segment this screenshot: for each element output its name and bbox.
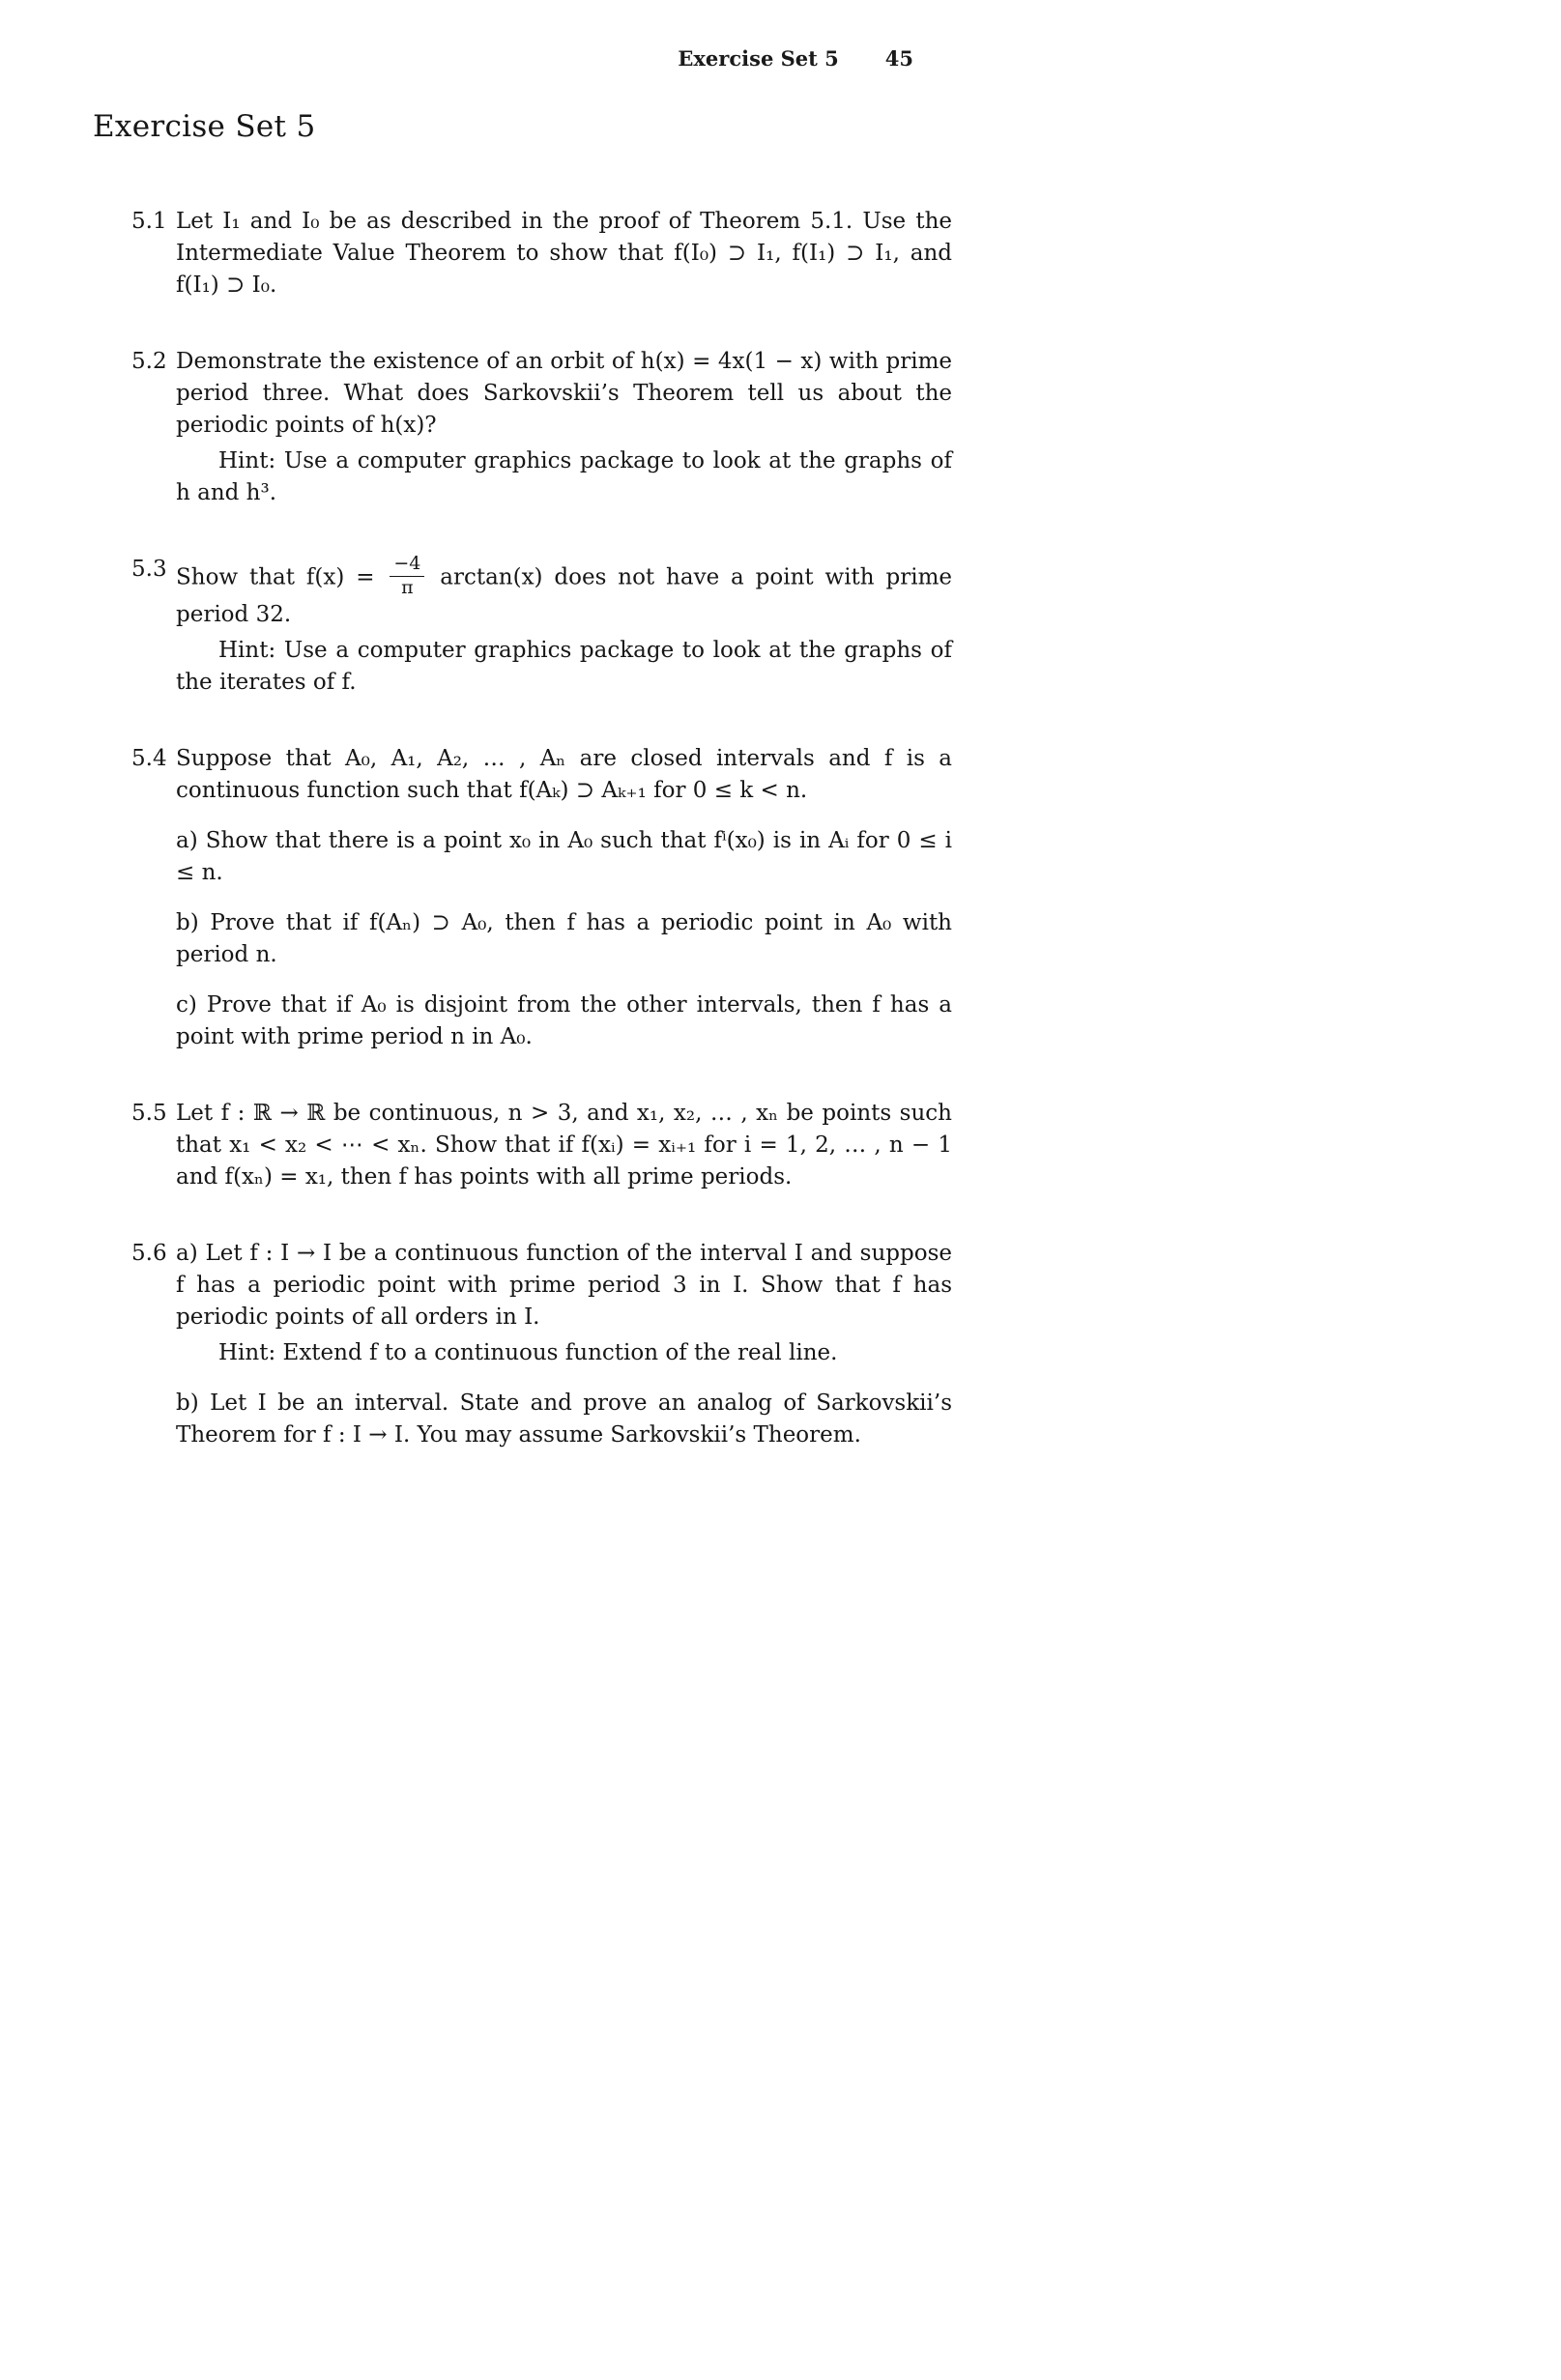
exercise-body xyxy=(176,1238,952,1451)
exercise-body xyxy=(176,346,952,509)
exercise-text xyxy=(176,554,952,631)
fraction xyxy=(390,554,424,599)
exercise-part-a: a) Show that there is a point x₀ in A₀ such that fⁱ(x₀) is in Aᵢ for 0 ≤ i ≤ n. xyxy=(176,827,952,885)
exercise-body xyxy=(176,743,952,1053)
exercise-list xyxy=(93,206,1561,1451)
exercise-number: 5.3 xyxy=(131,557,167,582)
exercise-5-4 xyxy=(131,743,952,1053)
exercise-body xyxy=(176,1098,952,1193)
exercise-5-5 xyxy=(131,1098,952,1193)
exercise-part-b: b) Let I be an interval. State and prove an analog of Sarkovskii’s Theorem for f : I → I. You may assume Sarkovskii’s Theorem. xyxy=(176,1390,952,1448)
running-head xyxy=(93,46,913,71)
exercise-hint: Hint: Use a computer graphics package to look at the graphs of the iterates of f. xyxy=(176,637,952,695)
exercise-number: 5.5 xyxy=(131,1100,167,1126)
page-number: 45 xyxy=(884,46,913,71)
exercise-5-6 xyxy=(131,1238,952,1451)
running-head-title: Exercise Set 5 xyxy=(678,46,839,71)
exercise-number: 5.2 xyxy=(131,349,167,374)
exercise-body xyxy=(176,206,952,301)
exercise-text: Let I₁ and I₀ be as described in the proof of Theorem 5.1. Use the Intermediate Value Theorem to show that f(I₀) ⊃ I₁, f(I₁) ⊃ I₁, and f(I₁) ⊃ I₀. xyxy=(176,209,952,298)
exercise-text: Demonstrate the existence of an orbit of h(x) = 4x(1 − x) with prime period three. What does Sarkovskii’s Theorem tell us about the periodic points of h(x)? xyxy=(176,349,952,438)
exercise-body xyxy=(176,554,952,699)
exercise-part-b: b) Prove that if f(Aₙ) ⊃ A₀, then f has a periodic point in A₀ with period n. xyxy=(176,909,952,967)
fraction-numerator: −4 xyxy=(390,554,424,577)
exercise-5-3 xyxy=(131,554,952,699)
fraction-denominator: π xyxy=(401,576,414,598)
exercise-number: 5.1 xyxy=(131,209,167,234)
exercise-hint: Hint: Extend f to a continuous function of the real line. xyxy=(218,1339,838,1365)
fraction-post-text: arctan(x) does not have a point with prime period 32. xyxy=(176,564,952,627)
section-title: Exercise Set 5 xyxy=(93,109,316,144)
fraction-pre-text: Show that f(x) = xyxy=(176,564,387,590)
exercise-text: Suppose that A₀, A₁, A₂, … , Aₙ are closed intervals and f is a continuous function such that f(Aₖ) ⊃ Aₖ₊₁ for 0 ≤ k < n. xyxy=(176,745,952,803)
exercise-text: Let f : ℝ → ℝ be continuous, n > 3, and x₁, x₂, … , xₙ be points such that x₁ < x₂ < ⋯ < xₙ. Show that if f(xᵢ) = xᵢ₊₁ for i = 1, 2, … , n − 1 and f(xₙ) = x₁, then f has points with all prime periods. xyxy=(176,1100,952,1190)
exercise-number: 5.6 xyxy=(131,1240,167,1266)
exercise-number: 5.4 xyxy=(131,745,167,771)
exercise-5-2 xyxy=(131,346,952,509)
exercise-hint: Hint: Use a computer graphics package to look at the graphs of h and h³. xyxy=(176,448,952,505)
exercise-5-1 xyxy=(131,206,952,301)
exercise-part-c: c) Prove that if A₀ is disjoint from the other intervals, then f has a point with prime period n in A₀. xyxy=(176,991,952,1049)
exercise-part-a: a) Let f : I → I be a continuous function of the interval I and suppose f has a periodic point with prime period 3 in I. Show that f has periodic points of all orders in I. xyxy=(176,1240,952,1330)
